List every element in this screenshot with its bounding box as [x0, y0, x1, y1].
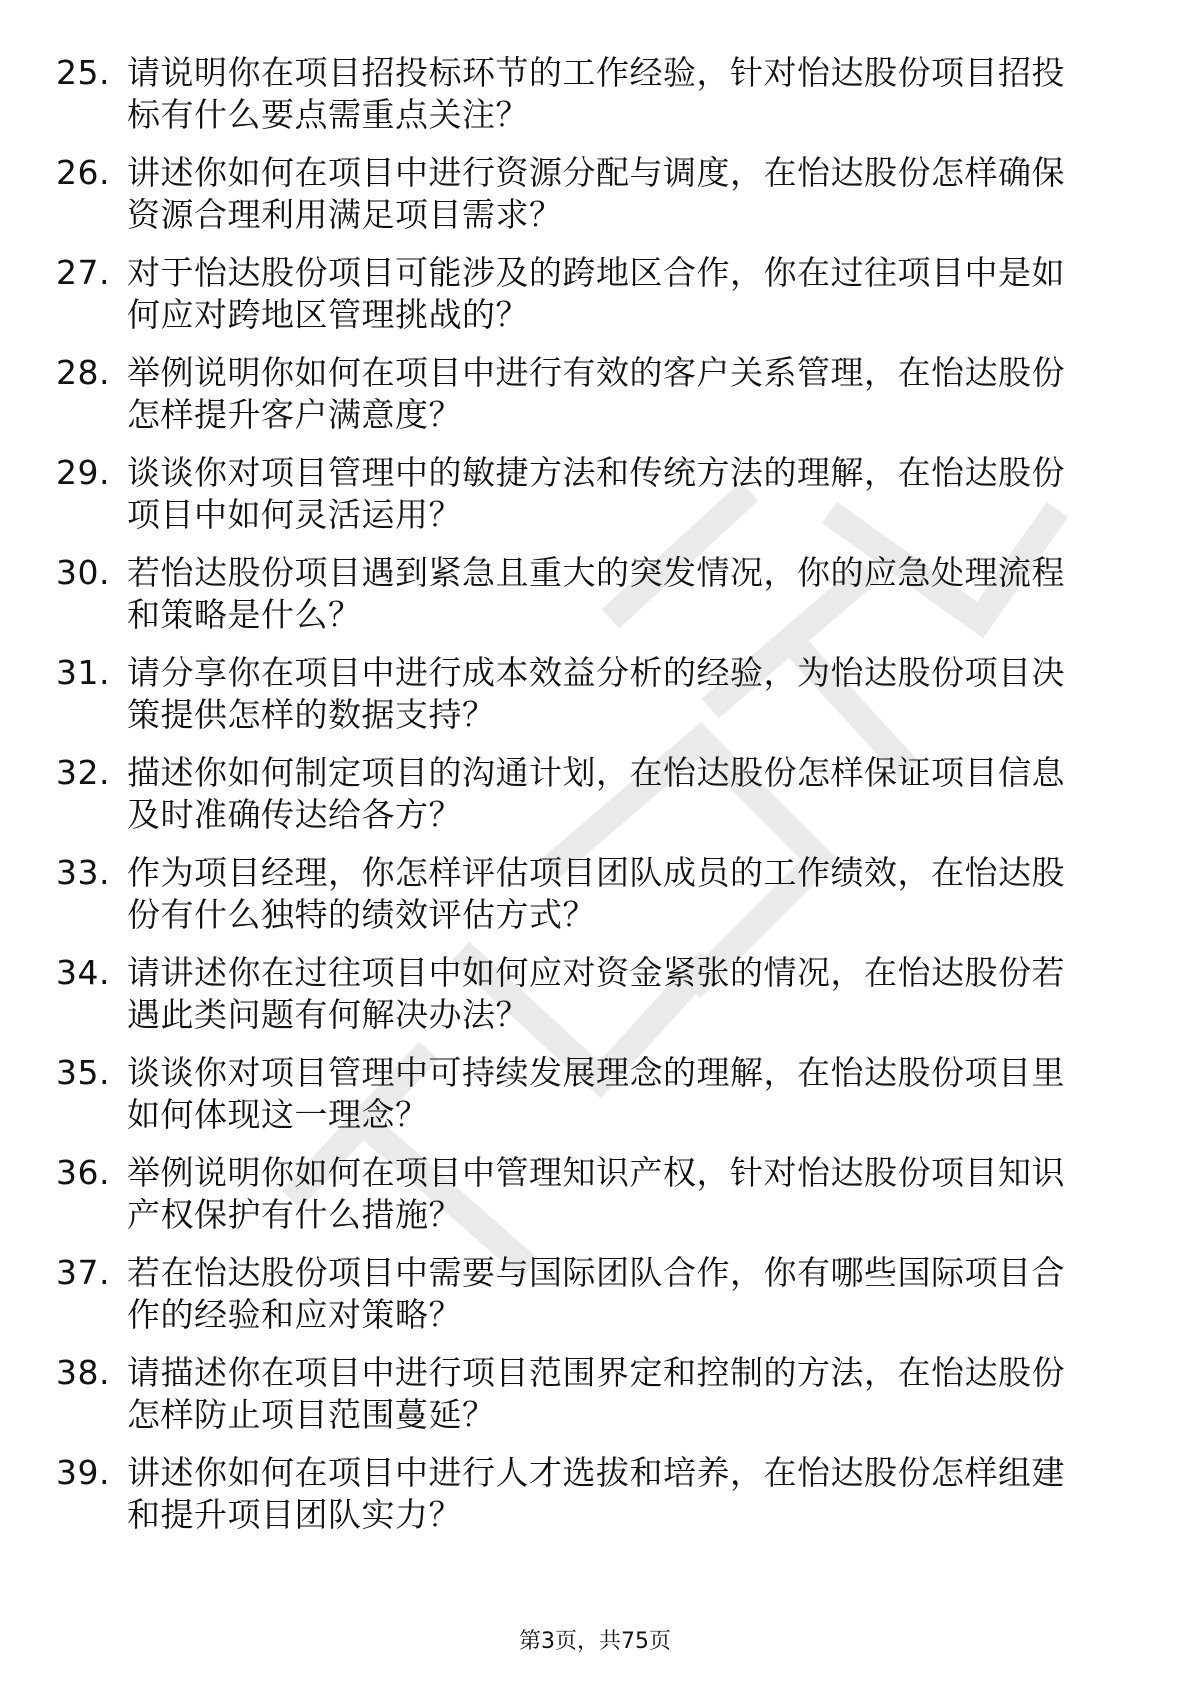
question-item — [56, 1252, 1136, 1336]
question-number: 37. — [56, 1253, 110, 1292]
question-number: 33. — [56, 853, 110, 892]
question-item — [56, 152, 1136, 236]
question-text-line: 讲述你如何在项目中进行人才选拔和培养，在怡达股份怎样组建 — [127, 1453, 1065, 1492]
question-text-line: 讲述你如何在项目中进行资源分配与调度，在怡达股份怎样确保 — [127, 153, 1065, 192]
question-text-line: 谈谈你对项目管理中可持续发展理念的理解，在怡达股份项目里 — [127, 1053, 1065, 1092]
question-number: 34. — [56, 953, 110, 992]
question-text-line: 对于怡达股份项目可能涉及的跨地区合作，你在过往项目中是如 — [127, 253, 1065, 292]
question-text-line: 资源合理利用满足项目需求？ — [127, 195, 563, 234]
question-text-line: 举例说明你如何在项目中进行有效的客户关系管理，在怡达股份 — [127, 353, 1065, 392]
question-item — [56, 52, 1136, 136]
question-item — [56, 352, 1136, 436]
question-text-line: 遇此类问题有何解决办法？ — [127, 995, 529, 1034]
question-item — [56, 652, 1136, 736]
question-text-line: 产权保护有什么措施？ — [127, 1195, 462, 1234]
question-number: 29. — [56, 453, 110, 492]
question-item — [56, 1052, 1136, 1136]
question-text-line: 标有什么要点需重点关注？ — [127, 95, 529, 134]
question-text-line: 何应对跨地区管理挑战的？ — [127, 295, 529, 334]
question-number: 27. — [56, 253, 110, 292]
question-item — [56, 1152, 1136, 1236]
question-text-line: 举例说明你如何在项目中管理知识产权，针对怡达股份项目知识 — [127, 1153, 1065, 1192]
question-item — [56, 552, 1136, 636]
question-number: 36. — [56, 1153, 110, 1192]
question-text-line: 作的经验和应对策略？ — [127, 1295, 462, 1334]
question-text-line: 和策略是什么？ — [127, 595, 362, 634]
question-text-line: 请讲述你在过往项目中如何应对资金紧张的情况，在怡达股份若 — [127, 953, 1065, 992]
question-item — [56, 252, 1136, 336]
question-text-line: 如何体现这一理念？ — [127, 1095, 429, 1134]
question-text-line: 作为项目经理，你怎样评估项目团队成员的工作绩效，在怡达股 — [127, 853, 1065, 892]
question-item — [56, 452, 1136, 536]
question-item — [56, 1452, 1136, 1536]
question-item — [56, 752, 1136, 836]
question-number: 26. — [56, 153, 110, 192]
question-number: 25. — [56, 53, 110, 92]
question-number: 31. — [56, 653, 110, 692]
question-number: 30. — [56, 553, 110, 592]
question-text-line: 请说明你在项目招投标环节的工作经验，针对怡达股份项目招投 — [127, 53, 1065, 92]
question-number: 35. — [56, 1053, 110, 1092]
question-text-line: 谈谈你对项目管理中的敏捷方法和传统方法的理解，在怡达股份 — [127, 453, 1065, 492]
question-text-line: 请分享你在项目中进行成本效益分析的经验，为怡达股份项目决 — [127, 653, 1065, 692]
question-text-line: 和提升项目团队实力？ — [127, 1495, 462, 1534]
question-text-line: 描述你如何制定项目的沟通计划，在怡达股份怎样保证项目信息 — [127, 753, 1065, 792]
question-item — [56, 1352, 1136, 1436]
question-text-line: 份有什么独特的绩效评估方式？ — [127, 895, 596, 934]
question-text-line: 若怡达股份项目遇到紧急且重大的突发情况，你的应急处理流程 — [127, 553, 1065, 592]
question-list — [56, 52, 1136, 1552]
question-number: 39. — [56, 1453, 110, 1492]
question-number: 38. — [56, 1353, 110, 1392]
question-text-line: 若在怡达股份项目中需要与国际团队合作，你有哪些国际项目合 — [127, 1253, 1065, 1292]
question-text-line: 请描述你在项目中进行项目范围界定和控制的方法，在怡达股份 — [127, 1353, 1065, 1392]
question-text-line: 怎样防止项目范围蔓延？ — [127, 1395, 496, 1434]
question-text-line: 怎样提升客户满意度？ — [127, 395, 462, 434]
question-text-line: 策提供怎样的数据支持？ — [127, 695, 496, 734]
question-item — [56, 852, 1136, 936]
question-number: 32. — [56, 753, 110, 792]
question-item — [56, 952, 1136, 1036]
question-text-line: 项目中如何灵活运用？ — [127, 495, 462, 534]
question-text-line: 及时准确传达给各方？ — [127, 795, 462, 834]
page-number-footer: 第3页，共75页 — [519, 1629, 671, 1654]
question-number: 28. — [56, 353, 110, 392]
